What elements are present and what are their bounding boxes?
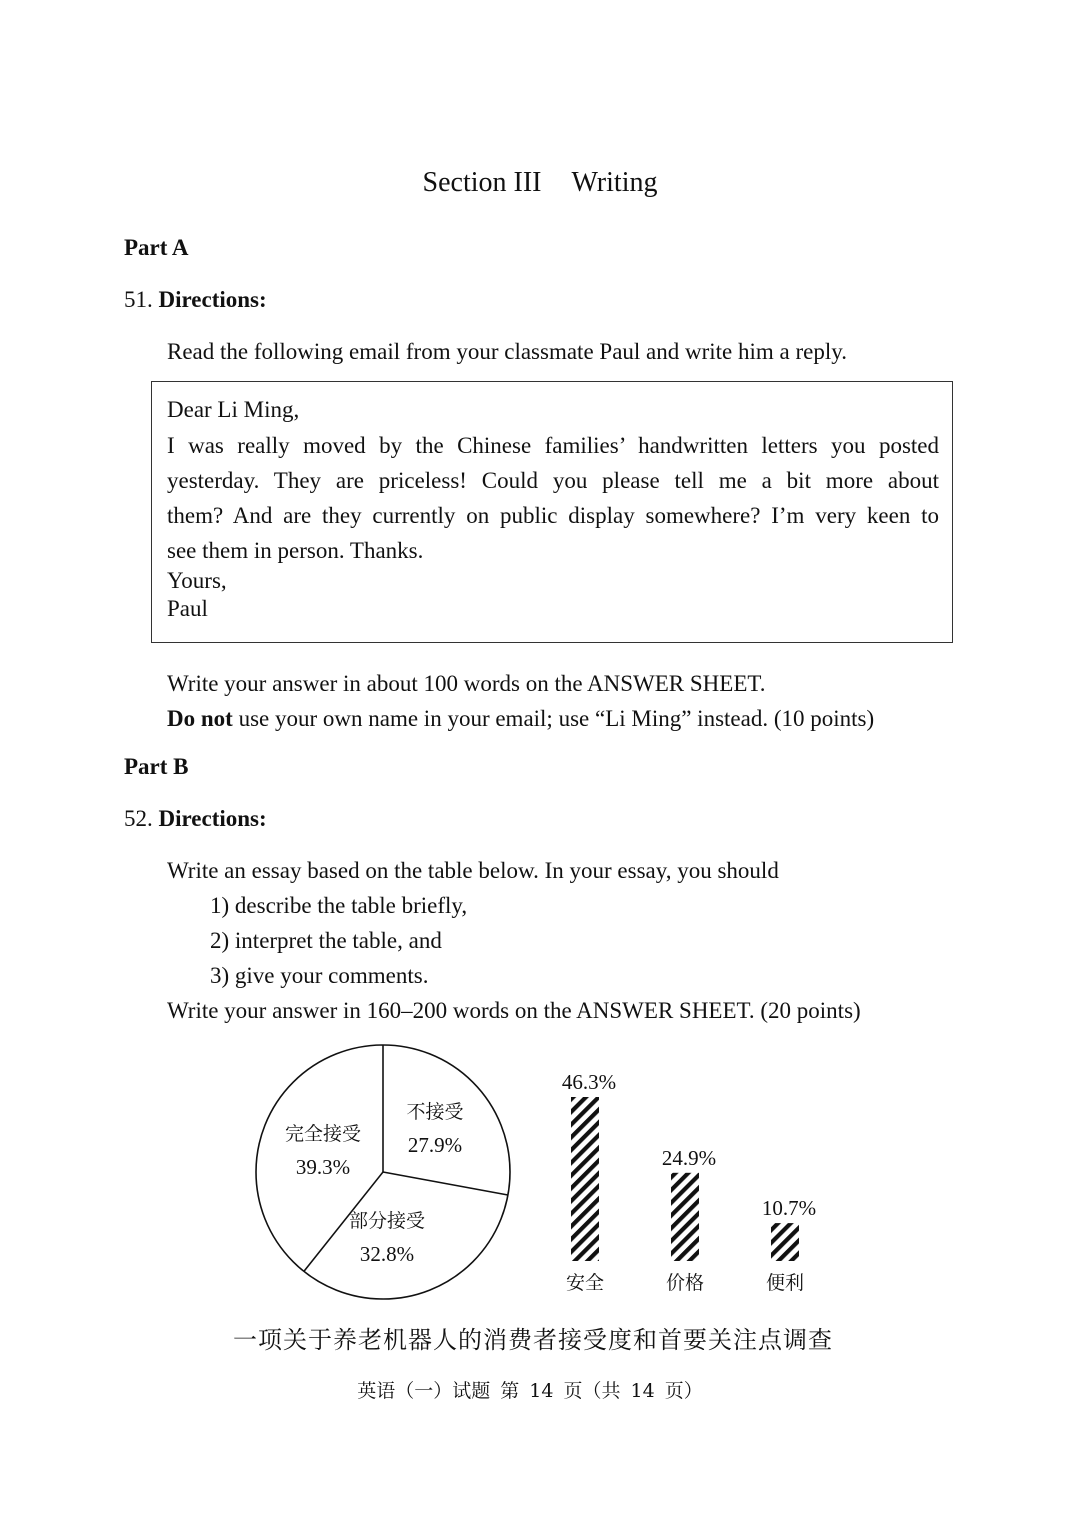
part-a-instruction: Read the following email from your classmate Paul and write him a reply.	[167, 339, 848, 364]
email-body-line: see them in person. Thanks.	[167, 538, 424, 563]
bar-category-label: 价格	[665, 1272, 705, 1294]
question-number: 51.	[124, 287, 153, 312]
bar-安全	[571, 1097, 599, 1261]
pie-slice-category: 部分接受	[348, 1210, 426, 1232]
directions-label: Directions:	[158, 287, 267, 312]
essay-step: 1) describe the table briefly,	[210, 893, 468, 918]
bar-价格	[671, 1173, 699, 1261]
concern-bar-chart	[562, 1070, 816, 1294]
pie-slice-value-label: 32.8%	[359, 1242, 415, 1266]
essay-step: 3) give your comments.	[210, 963, 429, 988]
email-body-line: I was really moved by the Chinese families’ handwritten letters you posted	[167, 433, 939, 458]
part-a-heading: Part A	[124, 235, 189, 260]
bar-category-label: 便利	[765, 1272, 805, 1294]
bar-便利	[771, 1223, 799, 1261]
part-b-answer-note: Write your answer in 160–200 words on the ANSWER SHEET. (20 points)	[167, 998, 861, 1023]
part-b-instruction: Write an essay based on the table below. In your essay, you should	[167, 858, 779, 883]
pie-slice-category: 完全接受	[284, 1123, 362, 1145]
bar-category-label: 安全	[565, 1272, 605, 1294]
email-closing: Yours,	[167, 568, 227, 593]
email-body-line: them? And are they currently on public display somewhere? I’m very keen to	[167, 503, 939, 528]
bar-value-label: 46.3%	[561, 1070, 617, 1094]
pie-slice-value-label: 27.9%	[407, 1133, 463, 1157]
bar-value-label: 24.9%	[661, 1145, 717, 1170]
chart-caption: 一项关于养老机器人的消费者接受度和首要关注点调查	[233, 1326, 833, 1354]
section-number: Section III	[422, 167, 542, 198]
warning-text: use your own name in your email; use “Li Ming” instead. (10 points)	[232, 706, 875, 731]
email-body-line: yesterday. They are priceless! Could you please tell me a bit more about	[167, 468, 939, 493]
pie-slice-category: 不接受	[406, 1101, 464, 1123]
section-name: Writing	[571, 167, 658, 198]
acceptance-pie-chart	[256, 1045, 510, 1299]
page-footer: 英语（一）试题 第 14 页（共 14 页）	[357, 1380, 703, 1402]
essay-step: 2) interpret the table, and	[210, 928, 442, 953]
bar-value-label: 10.7%	[761, 1196, 817, 1221]
email-signature: Paul	[167, 596, 208, 621]
directions-label: Directions:	[158, 806, 267, 831]
email-greeting: Dear Li Ming,	[167, 397, 300, 422]
warning-bold: Do not	[167, 706, 233, 731]
question-number: 52.	[124, 806, 153, 831]
pie-slice-value-label: 39.3%	[295, 1155, 351, 1179]
part-a-answer-note: Write your answer in about 100 words on the ANSWER SHEET.	[167, 671, 766, 696]
part-b-heading: Part B	[124, 754, 189, 779]
